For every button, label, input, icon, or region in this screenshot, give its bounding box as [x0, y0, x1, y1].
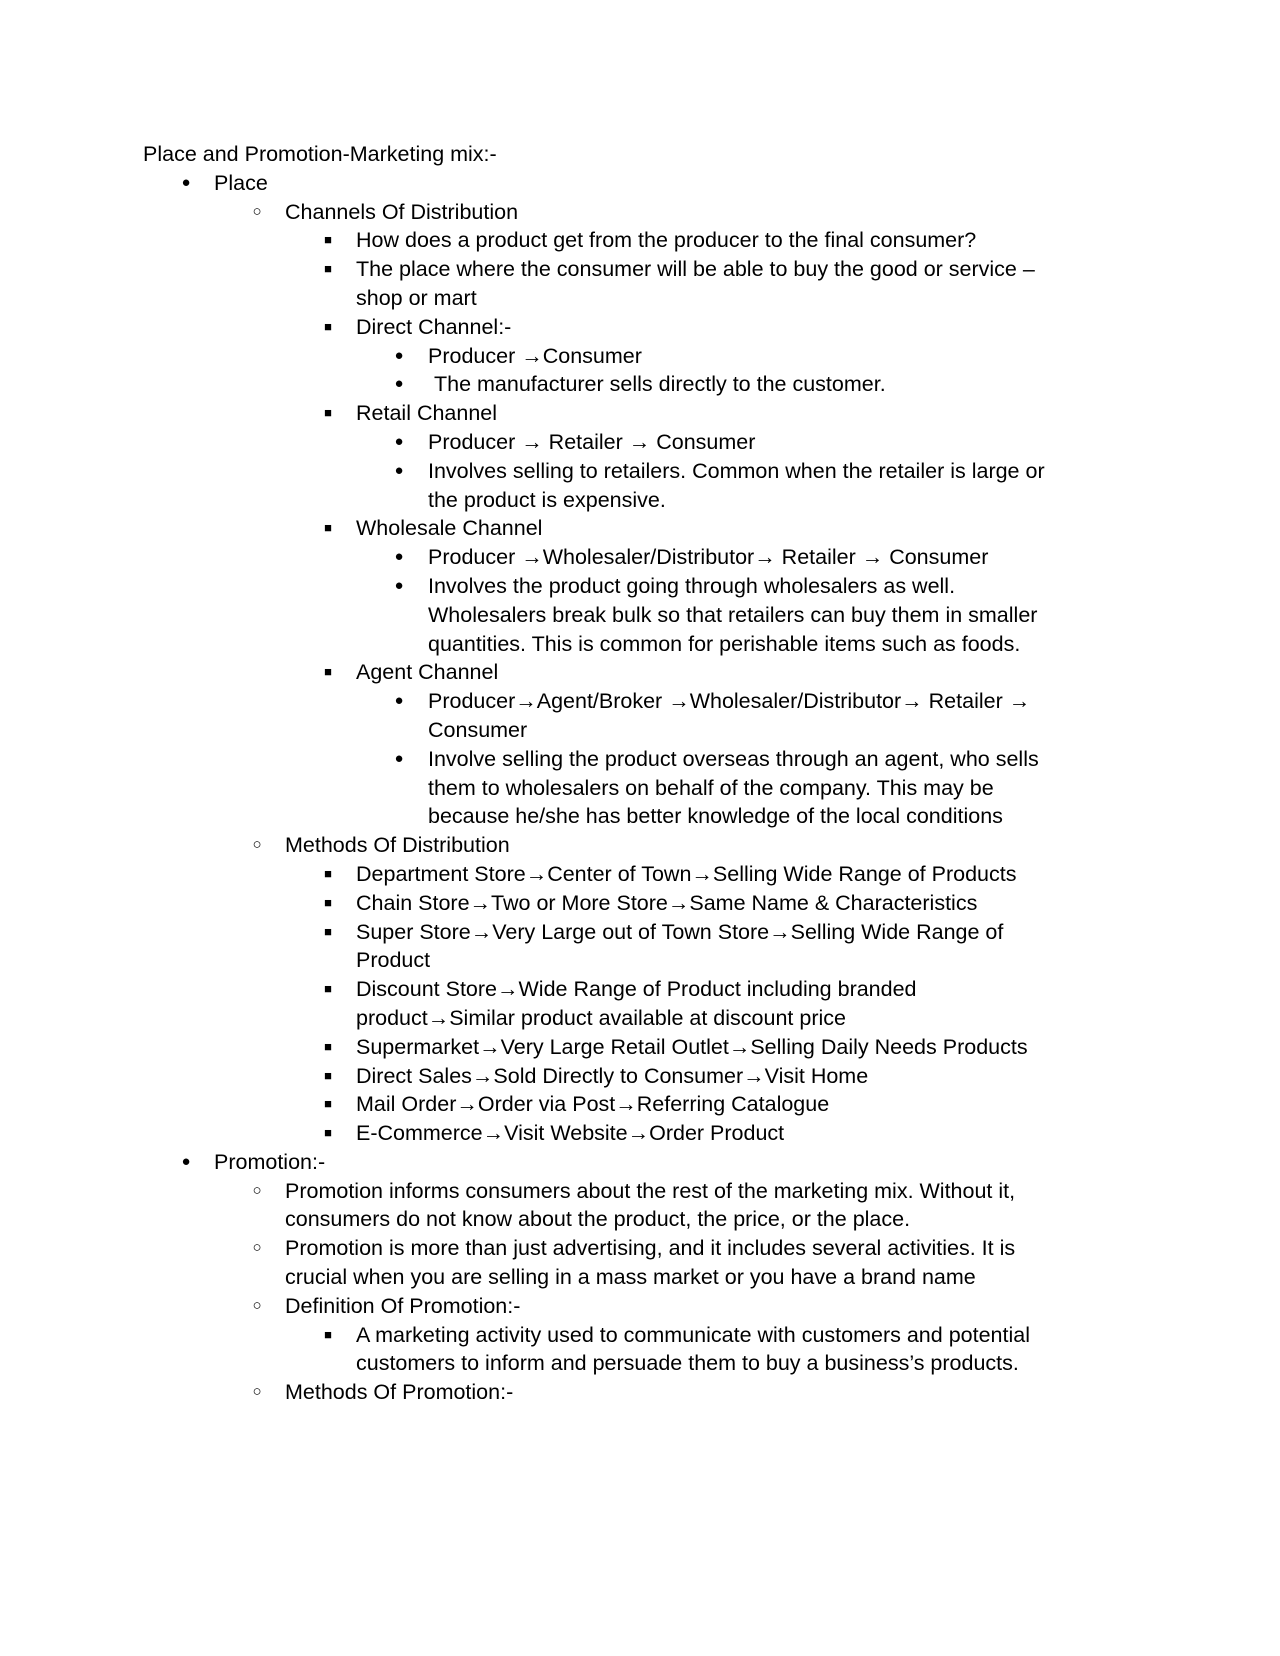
bullet-square-icon: ■: [324, 923, 332, 939]
bullet-square-icon: ■: [324, 232, 332, 248]
list-item-text: Producer→Agent/Broker →Wholesaler/Distributor→ Retailer → Consumer: [428, 689, 1037, 742]
list-item: [143, 198, 1063, 227]
list-item-text: Promotion informs consumers about the rest of the marketing mix. Without it, consumers do not know about the product, the price, or the place.: [285, 1178, 1022, 1232]
bullet-disc-icon: ●: [394, 576, 404, 594]
list-item-text: Methods Of Promotion:-: [285, 1380, 514, 1405]
list-item: [143, 255, 1063, 313]
list-item: [143, 1033, 1063, 1062]
bullet-disc-icon: ●: [394, 749, 404, 767]
list-item-text: Involves the product going through wholesalers as well. Wholesalers break bulk so that retailers can buy them in smaller quantities. This is common for perishable items such as foods.: [428, 573, 1044, 656]
list-item: [143, 313, 1063, 342]
list-item: [143, 226, 1063, 255]
list-item-text: Chain Store→Two or More Store→Same Name & Characteristics: [356, 890, 978, 915]
list-item: [143, 572, 1063, 658]
list-item: [143, 745, 1063, 831]
list-item-text: A marketing activity used to communicate with customers and potential customers to inform and persuade them to buy a business’s products.: [356, 1322, 1036, 1376]
list-item-text: Methods Of Distribution: [285, 833, 510, 858]
list-item: [143, 1177, 1063, 1235]
document-title: [143, 140, 1063, 169]
list-item-text: Producer →Consumer: [428, 343, 642, 368]
list-item-text: The manufacturer sells directly to the customer.: [428, 372, 886, 397]
list-item: [143, 1148, 1063, 1177]
list-item: [143, 1321, 1063, 1379]
list-item: [143, 514, 1063, 543]
list-item: [143, 543, 1063, 572]
list-item-text: Promotion is more than just advertising, and it includes several activities. It is crucial when you are selling in a mass market or you have a brand name: [285, 1236, 1022, 1290]
list-item-text: Place: [214, 170, 268, 195]
list-item-text: Direct Sales→Sold Directly to Consumer→Visit Home: [356, 1063, 869, 1088]
list-item-text: Agent Channel: [356, 660, 499, 685]
bullet-disc-icon: ●: [181, 1152, 191, 1170]
bullet-square-icon: ■: [324, 865, 332, 881]
bullet-square-icon: ■: [324, 664, 332, 680]
list-item-text: Producer →Wholesaler/Distributor→ Retailer → Consumer: [428, 545, 989, 570]
bullet-square-icon: ■: [324, 405, 332, 421]
list-item-text: How does a product get from the producer to the final consumer?: [356, 228, 977, 253]
list-item-text: Involves selling to retailers. Common when the retailer is large or the product is expensive.: [428, 458, 1051, 512]
bullet-disc-icon: ●: [394, 375, 404, 393]
list-item: [143, 399, 1063, 428]
list-item: [143, 658, 1063, 687]
list-item: [143, 831, 1063, 860]
bullet-disc-icon: ●: [394, 548, 404, 566]
bullet-circle-icon: ○: [252, 202, 262, 220]
bullet-disc-icon: ●: [394, 346, 404, 364]
list-item: [143, 1090, 1063, 1119]
bullet-square-icon: ■: [324, 318, 332, 334]
list-item: [143, 169, 1063, 198]
list-item-text: Producer → Retailer → Consumer: [428, 429, 756, 454]
list-item-text: Discount Store→Wide Range of Product including branded product→Similar product available at discount price: [356, 977, 923, 1030]
list-item: [143, 1062, 1063, 1091]
list-item: [143, 342, 1063, 371]
bullet-square-icon: ■: [324, 1096, 332, 1112]
document-body: [143, 140, 1063, 1407]
list-item: [143, 1119, 1063, 1148]
list-item-text: Retail Channel: [356, 401, 498, 426]
list-item-text: Direct Channel:-: [356, 314, 512, 339]
bullet-disc-icon: ●: [394, 432, 404, 450]
bullet-square-icon: ■: [324, 1067, 332, 1083]
bullet-disc-icon: ●: [394, 461, 404, 479]
list-item: [143, 860, 1063, 889]
bullet-disc-icon: ●: [181, 173, 191, 191]
bullet-square-icon: ■: [324, 1125, 332, 1141]
list-item: [143, 1378, 1063, 1407]
list-item: [143, 975, 1063, 1033]
bullet-circle-icon: ○: [252, 1383, 262, 1401]
bullet-square-icon: ■: [324, 981, 332, 997]
bullet-square-icon: ■: [324, 1038, 332, 1054]
list-item-text: Supermarket→Very Large Retail Outlet→Selling Daily Needs Products: [356, 1034, 1028, 1059]
list-item-text: Promotion:-: [214, 1149, 326, 1174]
list-item: [143, 1234, 1063, 1292]
bullet-square-icon: ■: [324, 261, 332, 277]
list-item-text: Wholesale Channel: [356, 516, 543, 541]
list-item-text: Channels Of Distribution: [285, 199, 519, 224]
list-item-text: Involve selling the product overseas through an agent, who sells them to wholesalers on behalf of the company. This may be because he/she has better knowledge of the local conditions: [428, 746, 1045, 829]
list-item-text: The place where the consumer will be able to buy the good or service – shop or mart: [356, 257, 1041, 310]
list-item-text: Mail Order→Order via Post→Referring Catalogue: [356, 1092, 830, 1117]
list-item: [143, 687, 1063, 745]
bullet-circle-icon: ○: [252, 836, 262, 854]
bullet-circle-icon: ○: [252, 1296, 262, 1314]
list-item-text: E-Commerce→Visit Website→Order Product: [356, 1121, 785, 1146]
list-item-text: Department Store→Center of Town→Selling Wide Range of Products: [356, 861, 1017, 886]
bullet-circle-icon: ○: [252, 1239, 262, 1257]
bullet-square-icon: ■: [324, 520, 332, 536]
list-item: [143, 428, 1063, 457]
outline-list: [143, 169, 1063, 1407]
list-item: [143, 889, 1063, 918]
list-item: [143, 457, 1063, 515]
bullet-disc-icon: ●: [394, 692, 404, 710]
list-item: [143, 370, 1063, 399]
list-item-text: Definition Of Promotion:-: [285, 1293, 521, 1318]
title-text: Place and Promotion-Marketing mix:-: [143, 142, 497, 166]
list-item-text: Super Store→Very Large out of Town Store→Selling Wide Range of Product: [356, 919, 1010, 973]
bullet-square-icon: ■: [324, 1326, 332, 1342]
bullet-circle-icon: ○: [252, 1181, 262, 1199]
list-item: [143, 918, 1063, 976]
list-item: [143, 1292, 1063, 1321]
bullet-square-icon: ■: [324, 894, 332, 910]
